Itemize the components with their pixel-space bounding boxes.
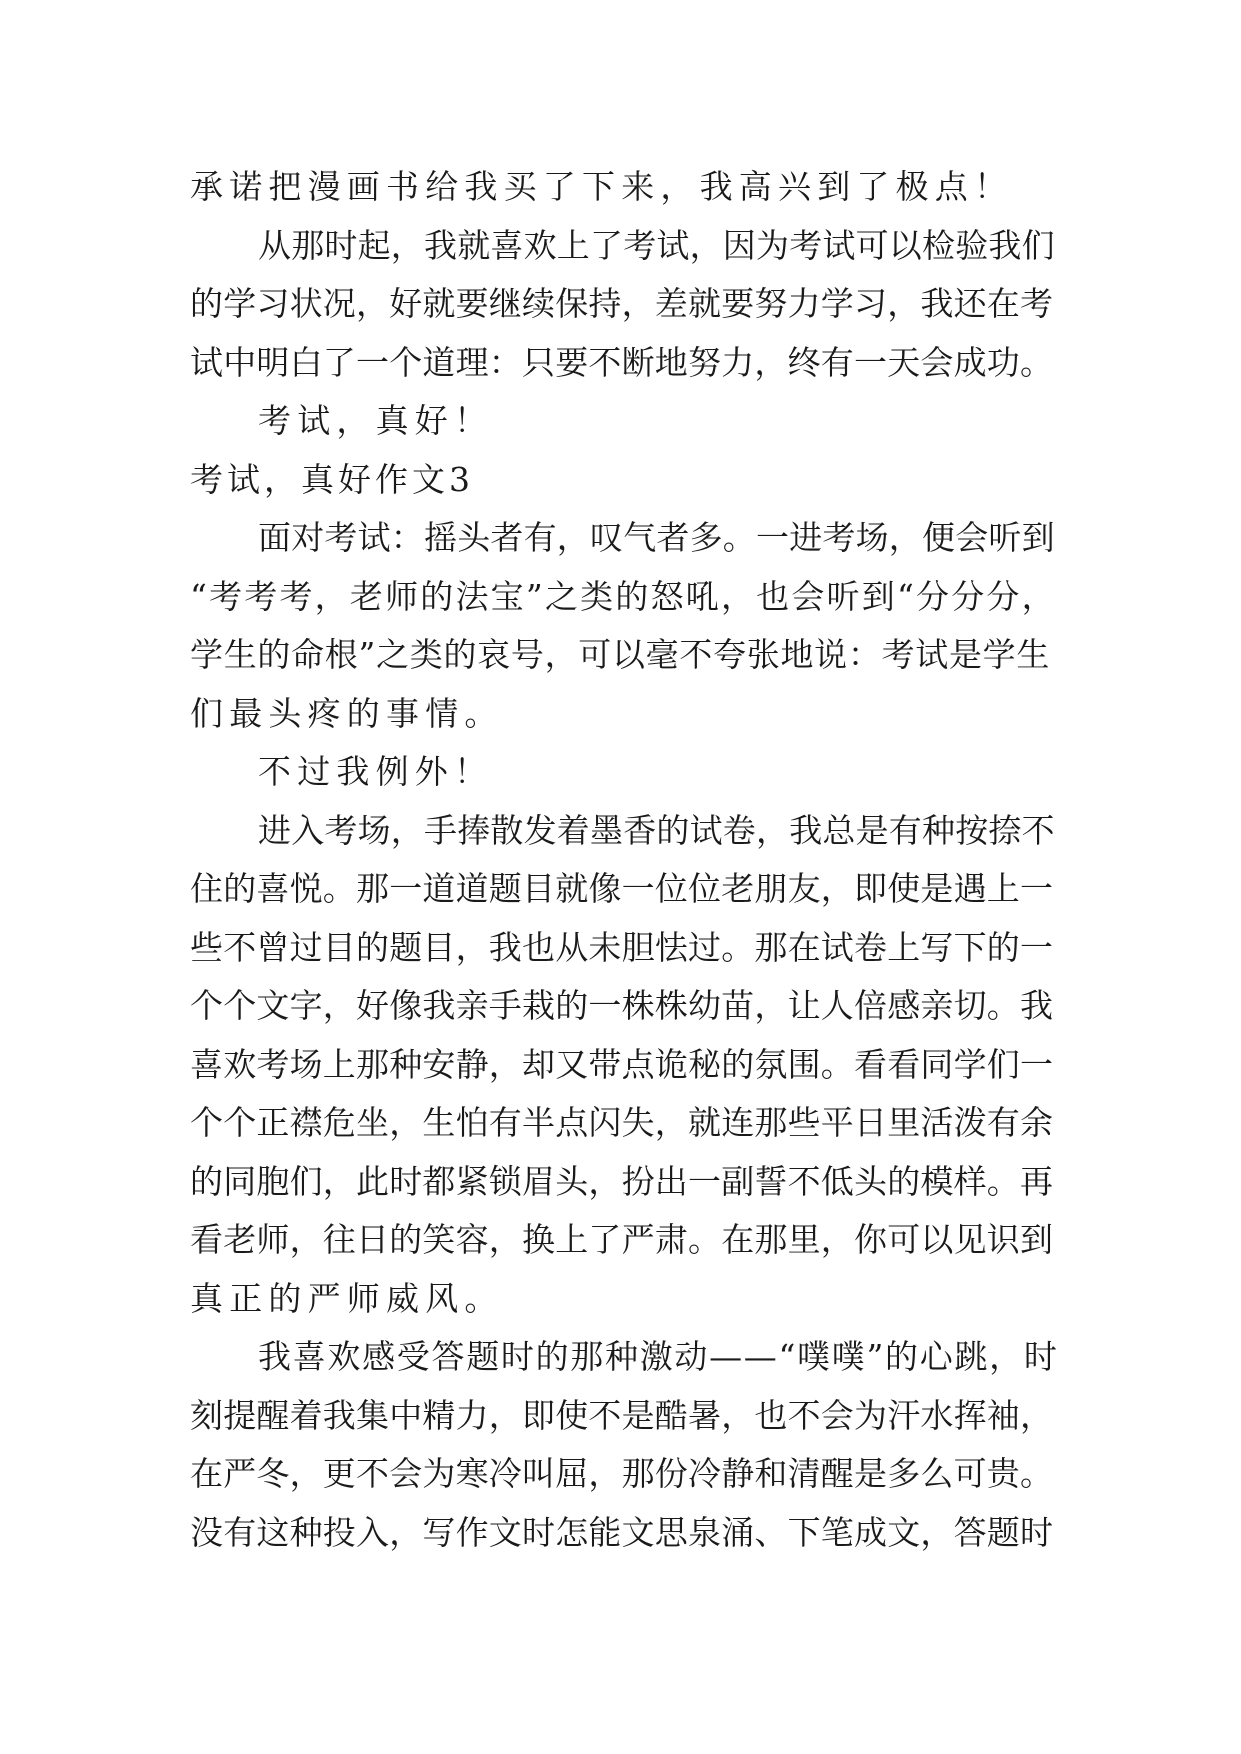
text-line: 学生的命根”之类的哀号，可以毫不夸张地说：考试是学生 xyxy=(190,635,1051,674)
text-line: 个个文字，好像我亲手栽的一株株幼苗，让人倍感亲切。我 xyxy=(190,986,1054,1025)
text-line: 面对考试：摇头者有，叹气者多。一进考场，便会听到 xyxy=(258,518,1055,557)
text-line: 进入考场，手捧散发着墨香的试卷，我总是有种按捺不 xyxy=(258,810,1055,850)
text-line: 试中明白了一个道理：只要不断地努力，终有一天会成功。 xyxy=(190,342,1054,382)
text-line: 在严冬，更不会为寒冷叫屈，那份冷静和清醒是多么可贵。 xyxy=(190,1454,1054,1493)
text-line: 的同胞们，此时都紧锁眉头，扮出一副誓不低头的模样。再 xyxy=(190,1161,1054,1201)
text-line: 刻提醒着我集中精力，即使不是酷暑，也不会为汗水挥袖， xyxy=(190,1395,1054,1435)
text-line: 的学习状况，好就要继续保持，差就要努力学习，我还在考 xyxy=(190,284,1054,323)
text-line: 没有这种投入，写作文时怎能文思泉涌、下笔成文，答题时 xyxy=(190,1512,1054,1552)
text-line: 些不曾过目的题目，我也从未胆怯过。那在试卷上写下的一 xyxy=(190,927,1054,967)
text-line: 看老师，往日的笑容，换上了严肃。在那里，你可以见识到 xyxy=(190,1220,1054,1259)
essay-title: 考试，真好作文3 xyxy=(190,459,474,499)
text-line: 从那时起，我就喜欢上了考试，因为考试可以检验我们 xyxy=(258,225,1055,265)
text-line: 考试，真好！ xyxy=(258,401,494,440)
text-line: 承诺把漫画书给我买了下来，我高兴到了极点！ xyxy=(190,167,1014,206)
text-line: 个个正襟危坐，生怕有半点闪失，就连那些平日里活泼有余 xyxy=(190,1103,1054,1142)
text-line: 喜欢考场上那种安静，却又带点诡秘的氛围。看看同学们一 xyxy=(190,1044,1054,1084)
text-line: 我喜欢感受答题时的那种激动——“噗噗”的心跳，时 xyxy=(258,1337,1059,1376)
text-line: 们最头疼的事情。 xyxy=(190,693,504,733)
text-line: “考考考，老师的法宝”之类的怒吼，也会听到“分分分， xyxy=(190,576,1057,616)
text-line: 住的喜悦。那一道道题目就像一位位老朋友，即使是遇上一 xyxy=(190,869,1054,908)
text-line: 真正的严师威风。 xyxy=(190,1278,504,1318)
text-line: 不过我例外！ xyxy=(258,752,494,791)
essay-body xyxy=(190,158,1060,1562)
